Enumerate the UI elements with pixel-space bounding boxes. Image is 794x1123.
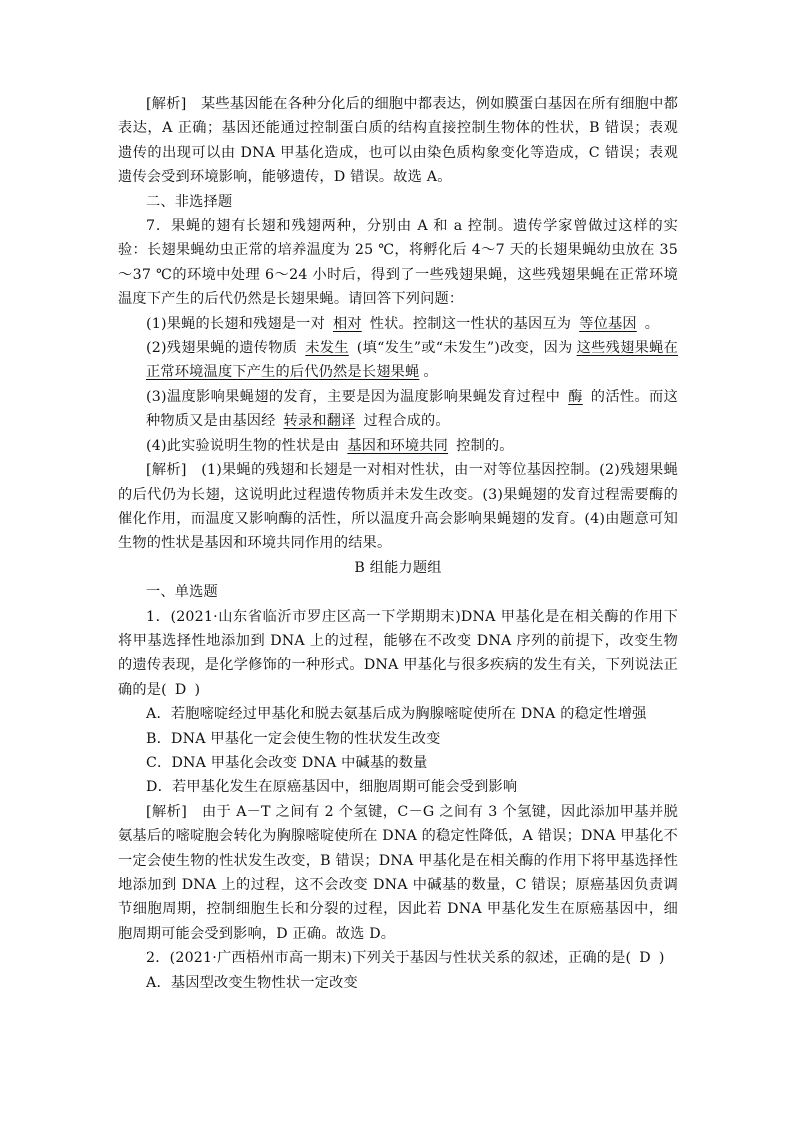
option-a: A．基因型改变生物性状一定改变 bbox=[146, 974, 358, 991]
section-heading-b: B 组能力题组 bbox=[354, 559, 442, 576]
question-7-sub-4: (4)此实验说明生物的性状是由 基因和环境共同 控制的。 bbox=[146, 437, 514, 454]
question-7-stem: 7．果蝇的翅有长翅和残翅两种，分别由 A 和 a 控制。遗传学家曾做过这样的实验：长翅果蝇幼虫正常的培养温度为 25 ℃，将孵化后 4～7 天的长翅果蝇幼虫放在 35～37 ℃的环境中处理 6～24 小时后，得到了一些残翅果蝇，这些残翅果蝇在正常环境温度下产生的后代仍然是长翅果蝇。请回答下列问题： bbox=[118, 218, 678, 308]
analysis-paragraph: [解析] (1)果蝇的残翅和长翅是一对相对性状，由一对等位基因控制。(2)残翅果蝇的后代仍为长翅，这说明此过程遗传物质并未发生改变。(3)果蝇翅的发育过程需要酶的催化作用，而温度又影响酶的活性，所以温度升高会影响果蝇翅的发育。(4)由题意可知生物的性状是基因和环境共同作用的结果。 bbox=[118, 462, 678, 552]
blank-answer: 酶 bbox=[568, 388, 583, 405]
question-7-sub-3: (3)温度影响果蝇翅的发育，主要是因为温度影响果蝇发育过程中 酶 的活性。而这种物质又是由基因经 转录和翻译 过程合成的。 bbox=[146, 388, 679, 430]
option-d: D．若甲基化发生在原癌基因中，细胞周期可能会受到影响 bbox=[146, 779, 518, 796]
answer-choice: D bbox=[174, 681, 187, 698]
blank-answer: 这些残翅果蝇在正常环境温度下产生的后代仍然是长翅果蝇 bbox=[146, 340, 679, 381]
question-1-stem: 1．(2021·山东省临沂市罗庄区高一下学期期末)DNA 甲基化是在相关酶的作用下将甲基选择性地添加到 DNA 上的过程，能够在不改变 DNA 序列的前提下，改变生物的遗传表现，是化学修饰的一种形式。DNA 甲基化与很多疾病的发生有关，下列说法正确的是( D ) bbox=[118, 608, 678, 698]
blank-answer: 未发生 bbox=[305, 340, 349, 357]
section-heading-nonchoice: 二、非选择题 bbox=[146, 193, 233, 210]
blank-answer: 基因和环境共同 bbox=[347, 437, 449, 454]
blank-answer: 转录和翻译 bbox=[283, 413, 356, 430]
blank-answer: 等位基因 bbox=[579, 315, 637, 332]
question-2-stem: 2．(2021·广西梧州市高一期末)下列关于基因与性状关系的叙述，正确的是( D ) bbox=[146, 950, 665, 967]
question-7-sub-2: (2)残翅果蝇的遗传物质 未发生 (填“发生”或“未发生”)改变，因为 这些残翅果蝇在正常环境温度下产生的后代仍然是长翅果蝇 。 bbox=[146, 340, 679, 381]
analysis-paragraph: [解析] 由于 A－T 之间有 2 个氢键，C－G 之间有 3 个氢键，因此添加甲基并脱氨基后的嘧啶胞会转化为胸腺嘧啶使所在 DNA 的稳定性降低，A 错误；DNA 甲基化不一定会使生物的性状发生改变，B 错误；DNA 甲基化是在相关酶的作用下将甲基选择性地添加到 DNA 上的过程，这不会改变 DNA 中碱基的数量，C 错误；原癌基因负责调节细胞周期，控制细胞生长和分裂的过程，因此若 DNA 甲基化发生在原癌基因中，细胞周期可能会受到影响，D 正确。故选 D。 bbox=[118, 803, 678, 942]
answer-choice: D bbox=[639, 950, 651, 967]
option-b: B．DNA 甲基化一定会使生物的性状发生改变 bbox=[146, 730, 441, 747]
analysis-paragraph: [解析] 某些基因能在各种分化后的细胞中都表达，例如膜蛋白基因在所有细胞中都表达，A 正确；基因还能通过控制蛋白质的结构直接控制生物体的性状，B 错误；表观遗传的出现可以由 DNA 甲基化造成，也可以由染色质构象变化等造成，C 错误；表观遗传会受到环境影响，能够遗传，D 错误。故选 A。 bbox=[118, 96, 678, 186]
page-content bbox=[118, 92, 678, 995]
option-a: A．若胞嘧啶经过甲基化和脱去氨基后成为胸腺嘧啶使所在 DNA 的稳定性增强 bbox=[146, 706, 647, 723]
question-7-sub-1: (1)果蝇的长翅和残翅是一对 相对 性状。控制这一性状的基因互为 等位基因 。 bbox=[146, 315, 660, 332]
blank-answer: 相对 bbox=[332, 315, 362, 332]
section-heading-single: 一、单选题 bbox=[146, 584, 218, 601]
option-c: C．DNA 甲基化会改变 DNA 中碱基的数量 bbox=[146, 754, 428, 771]
